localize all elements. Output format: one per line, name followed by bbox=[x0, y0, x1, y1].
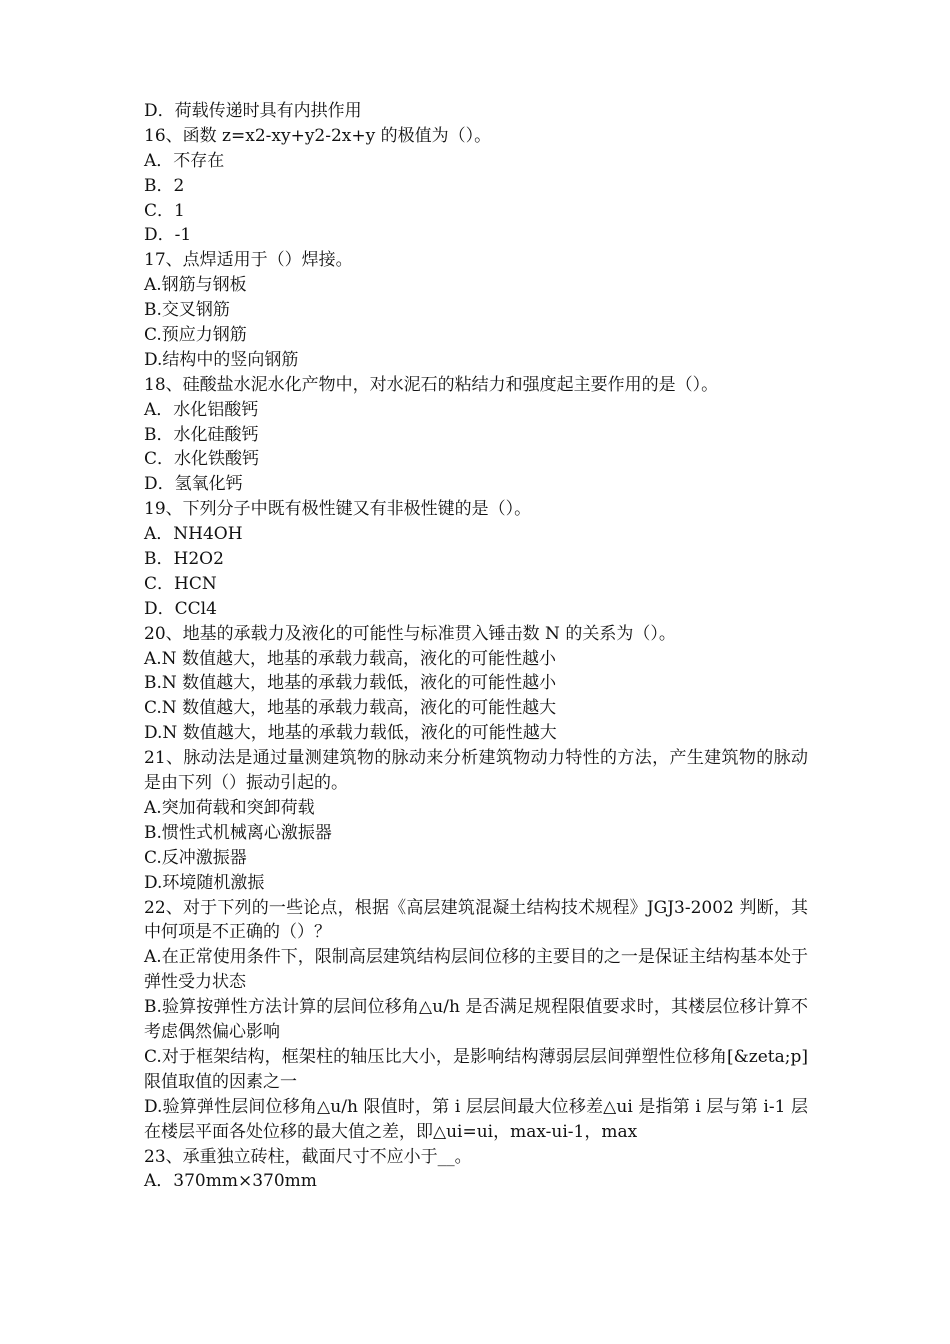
option-c-q16: C．1 bbox=[144, 200, 185, 221]
option-d-q21: D.环境随机激振 bbox=[144, 872, 265, 893]
option-c-q21: C.反冲激振器 bbox=[144, 847, 247, 868]
option-b-q19: B．H2O2 bbox=[144, 549, 224, 570]
question-18: 18、硅酸盐水泥水化产物中，对水泥石的粘结力和强度起主要作用的是（）。 bbox=[144, 374, 719, 395]
option-c-q20: C.N 数值越大，地基的承载力载高，液化的可能性越大 bbox=[144, 698, 557, 719]
question-16: 16、函数 z=x2-xy+y2-2x+y 的极值为（）。 bbox=[144, 125, 492, 146]
option-a-q18: A．水化铝酸钙 bbox=[144, 399, 259, 420]
option-a-q23: A．370mm×370mm bbox=[144, 1171, 317, 1192]
option-c-q18: C．水化铁酸钙 bbox=[144, 449, 260, 470]
option-a-q16: A．不存在 bbox=[144, 150, 225, 171]
option-b-q18: B．水化硅酸钙 bbox=[144, 424, 259, 445]
document-body bbox=[144, 99, 808, 1194]
option-b-q22: B.验算按弹性方法计算的层间位移角△u/h 是否满足规程限值要求时，其楼层位移计算不考虑偶然偏心影响 bbox=[144, 997, 808, 1043]
option-d-q20: D.N 数值越大，地基的承载力载低，液化的可能性越大 bbox=[144, 723, 557, 744]
option-b-q17: B.交叉钢筋 bbox=[144, 300, 230, 321]
question-23: 23、承重独立砖柱，截面尺寸不应小于__。 bbox=[144, 1146, 472, 1167]
option-d-q15: D．荷载传递时具有内拱作用 bbox=[144, 101, 362, 121]
option-a-q21: A.突加荷载和突卸荷载 bbox=[144, 797, 315, 818]
option-a-q19: A．NH4OH bbox=[144, 524, 243, 545]
question-20: 20、地基的承载力及液化的可能性与标准贯入锤击数 N 的关系为（）。 bbox=[144, 623, 676, 644]
option-b-q20: B.N 数值越大，地基的承载力载低，液化的可能性越小 bbox=[144, 673, 557, 694]
option-d-q16: D．-1 bbox=[144, 225, 192, 246]
option-a-q17: A.钢筋与钢板 bbox=[144, 275, 247, 296]
option-c-q17: C.预应力钢筋 bbox=[144, 325, 247, 346]
option-a-q20: A.N 数值越大，地基的承载力载高，液化的可能性越小 bbox=[144, 648, 556, 669]
question-21: 21、脉动法是通过量测建筑物的脉动来分析建筑物动力特性的方法，产生建筑物的脉动是由下列（）振动引起的。 bbox=[144, 748, 808, 794]
option-a-q22: A.在正常使用条件下，限制高层建筑结构层间位移的主要目的之一是保证主结构基本处于弹性受力状态 bbox=[144, 947, 808, 993]
option-c-q19: C．HCN bbox=[144, 573, 217, 594]
option-b-q21: B.惯性式机械离心激振器 bbox=[144, 822, 332, 843]
question-19: 19、下列分子中既有极性键又有非极性键的是（）。 bbox=[144, 499, 532, 520]
option-d-q19: D．CCl4 bbox=[144, 598, 217, 619]
question-17: 17、点焊适用于（）焊接。 bbox=[144, 250, 353, 271]
option-d-q17: D.结构中的竖向钢筋 bbox=[144, 349, 299, 370]
question-22: 22、对于下列的一些论点，根据《高层建筑混凝土结构技术规程》JGJ3-2002 判断，其中何项是不正确的（）？ bbox=[144, 897, 808, 943]
option-b-q16: B．2 bbox=[144, 175, 185, 196]
option-d-q18: D．氢氧化钙 bbox=[144, 474, 243, 495]
option-d-q22: D.验算弹性层间位移角△u/h 限值时，第 i 层层间最大位移差△ui 是指第 i 层与第 i-1 层在楼层平面各处位移的最大值之差，即△ui=ui，max-ui-1，max bbox=[144, 1096, 808, 1142]
option-c-q22: C.对于框架结构，框架柱的轴压比大小，是影响结构薄弱层层间弹塑性位移角[&zeta;p]限值取值的因素之一 bbox=[144, 1046, 808, 1092]
